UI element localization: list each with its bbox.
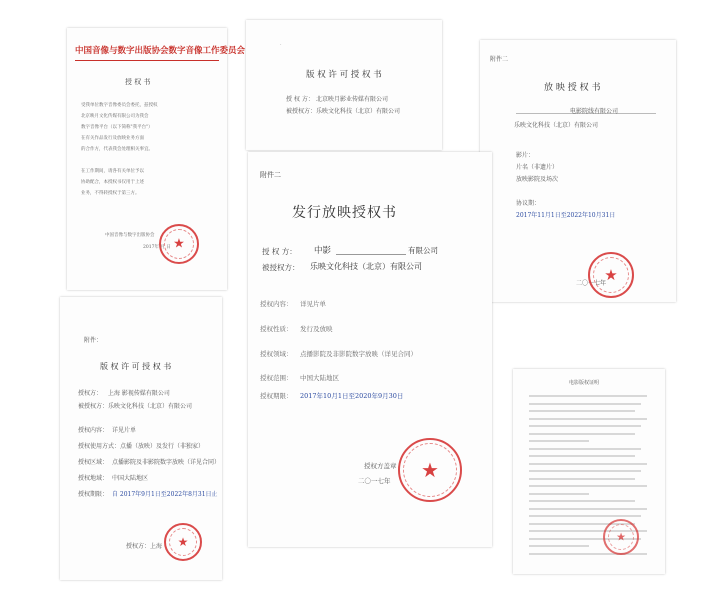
doc4-row-label: 授权内容： (260, 300, 293, 308)
doc6-text-line (529, 403, 641, 405)
film-copyright-certificate (513, 369, 665, 574)
doc6-text-line (529, 448, 641, 450)
doc1-body-line: 受我单位数字音像委员会委托，兹授权 (81, 103, 158, 108)
doc4-signature: 授权方盖章 (364, 462, 397, 470)
doc1-title: 授 权 书 (125, 78, 151, 86)
doc4-row-value: 点播影院及非影院数字放映（详见合同） (300, 350, 417, 358)
screening-authorization-letter (480, 40, 676, 302)
doc4-licensor-blank (336, 254, 406, 255)
official-seal: ★ (398, 438, 462, 502)
doc4-licensee-label: 被授权方： (262, 263, 300, 272)
doc4-row-label: 授权性质： (260, 325, 293, 333)
doc5-attachment: 附件： (84, 337, 103, 344)
doc6-text-line (529, 425, 641, 427)
doc5-row-value: 详见片单 (112, 427, 137, 434)
doc5-row-label: 授权区域： (78, 459, 109, 466)
doc3-item: 影片： (516, 152, 535, 159)
official-seal: ★ (603, 519, 639, 555)
doc5-row-label: 授权期限： (78, 491, 109, 498)
doc2-licensee: 乐映文化科技（北京）有限公司 (316, 108, 401, 115)
doc5-licensee: 乐映文化科技（北京）有限公司 (108, 403, 193, 410)
doc1-header-rule (75, 60, 219, 61)
doc4-date: 二〇一七年 (358, 477, 391, 485)
doc5-signature: 授权方：上海 (126, 543, 163, 550)
doc5-row-value: 中国大陆地区 (112, 475, 149, 482)
doc1-date: 2017年 月 日 (143, 245, 171, 250)
doc6-title: 电影版权证明 (569, 380, 600, 386)
doc6-text-line (529, 515, 641, 517)
doc4-row-value: 详见片单 (300, 300, 326, 308)
doc6-text-line (529, 395, 647, 397)
doc3-period: 2017年11月1日至2022年10月31日 (516, 212, 616, 219)
doc6-text-line (529, 500, 635, 502)
doc4-licensor-suffix: 有限公司 (408, 246, 438, 255)
doc5-row-label: 授权使用方式： (78, 443, 121, 450)
doc5-row-value: 自 2017年9月1日至2022年8月31日止 (112, 491, 218, 498)
doc3-attachment: 附件二 (490, 56, 509, 63)
doc4-row-label: 授权期限： (260, 392, 293, 400)
doc6-text-line (529, 433, 635, 435)
doc6-text-line (529, 493, 589, 495)
doc2-licensor: 北京映月影业传媒有限公司 (316, 96, 389, 103)
doc3-title: 放 映 授 权 书 (544, 83, 601, 93)
doc5-licensee-label: 被授权方： (78, 403, 109, 410)
official-seal: ★ (164, 523, 202, 561)
official-seal: ★ (588, 252, 634, 298)
copyright-license-letter-1 (246, 20, 442, 150)
doc6-text-line (529, 470, 641, 472)
doc4-row-value: 中国大陆地区 (300, 374, 339, 382)
doc3-date: 二〇一七年 (576, 280, 607, 287)
doc3-licensee: 乐映文化科技（北京）有限公司 (514, 122, 599, 129)
doc1-header: 中国音像与数字出版协会数字音像工作委员会 (75, 46, 246, 56)
doc3-licensor: 电影院线有限公司 (570, 108, 619, 115)
doc4-row-value: 2017年10月1日至2020年9月30日 (300, 392, 404, 400)
doc6-text-line (529, 545, 589, 547)
doc1-body-line: 在工作期间，请各有关单位予以 (81, 169, 144, 174)
doc4-title: 发行放映授权书 (292, 205, 397, 221)
doc6-text-line (529, 478, 635, 480)
doc2-licensor-label: 授 权 方： (286, 96, 314, 103)
doc5-licensor: 上海 影视传媒有限公司 (108, 390, 170, 397)
official-seal: ★ (159, 224, 199, 264)
copyright-license-letter-2 (60, 297, 222, 580)
doc5-row-value: 点播（放映）及发行（非独家） (120, 443, 205, 450)
doc6-text-line (529, 455, 635, 457)
doc1-body-line: 北京映月文化传媒有限公司为我会 (81, 114, 149, 119)
doc4-row-label: 授权领域： (260, 350, 293, 358)
doc5-licensor-label: 授权方： (78, 390, 103, 397)
doc5-row-label: 授权地域： (78, 475, 109, 482)
doc5-row-label: 授权内容： (78, 427, 109, 434)
doc4-attachment: 附件二 (260, 171, 281, 179)
doc6-text-line (529, 418, 647, 420)
doc1-body-line (81, 155, 217, 166)
doc1-body-line: 的合作方，代表我会处理相关事宜。 (81, 147, 153, 152)
doc3-item: 协议期： (516, 200, 541, 207)
doc3-item: 片名（非遗片） (516, 164, 559, 171)
doc4-row-label: 授权范围： (260, 374, 293, 382)
doc6-text-line (529, 485, 647, 487)
doc1-body (81, 100, 217, 199)
doc4-row-value: 发行及放映 (300, 325, 333, 333)
doc1-signature: 中国音像与数字出版协会 (105, 233, 155, 238)
distribution-screening-authorization (248, 152, 492, 547)
doc4-licensee: 乐映文化科技（北京）有限公司 (310, 262, 422, 271)
doc3-item: 放映影院及场次 (516, 176, 559, 183)
doc1-body-line: 协助配合，本授权书仅用于上述 (81, 180, 144, 185)
doc2-title: 版 权 许 可 授 权 书 (306, 70, 382, 80)
doc4-licensor: 中影 (314, 246, 332, 256)
doc2-licensee-label: 被授权方： (286, 108, 317, 115)
doc6-text-line (529, 410, 635, 412)
doc6-text-line (529, 508, 647, 510)
doc1-body-line: 数字音像平台（以下简称"我平台"） (81, 125, 153, 130)
doc6-text-line (529, 440, 589, 442)
authorization-letter-association (67, 28, 246, 290)
doc2-mark: · (280, 42, 282, 48)
doc1-body-line: 在有关作品发行及放映业务方面 (81, 136, 144, 141)
doc5-title: 版 权 许 可 授 权 书 (100, 362, 172, 371)
doc6-text-line (529, 463, 647, 465)
doc1-body-line: 业务，不得转授权于第三方。 (81, 191, 140, 196)
doc5-row-value: 点播影院及非影院数字放映（详见合同） (112, 459, 221, 466)
doc4-licensor-label: 授 权 方： (262, 247, 297, 256)
